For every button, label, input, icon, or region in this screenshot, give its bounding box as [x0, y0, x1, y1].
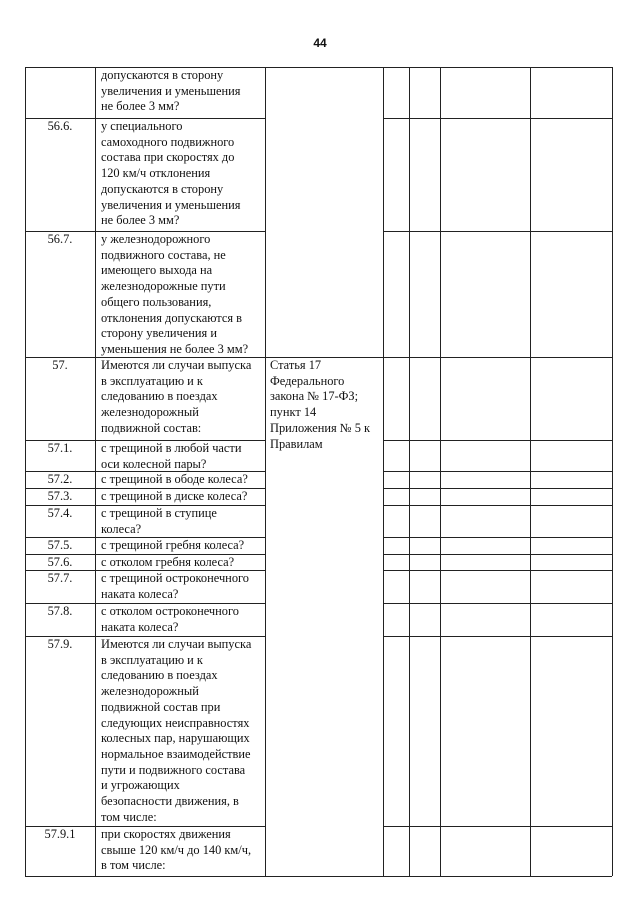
- row-rule: [383, 471, 612, 472]
- row-rule: [383, 636, 612, 637]
- row-rule: [383, 440, 612, 441]
- row-question: с трещиной в диске колеса?: [101, 489, 248, 503]
- row-number: 57.9.: [47, 637, 73, 651]
- row-rule: [383, 488, 612, 489]
- row-question: Имеются ли случаи выпуска в эксплуатацию и к следованию в поездах железнодорожный подвижной состав при следующих неисправностях колесных пар, нарушающих нормальное взаимодействие пути и подвижного состава и угрожающих безопасности движения, в том числе:: [101, 637, 252, 824]
- row-rule: [383, 826, 612, 827]
- row-number: 57.1.: [47, 441, 73, 455]
- row-question: у железнодорожного подвижного состава, не имеющего выхода на железнодорожные пути общего пользования, отклонения допускаются в сторону увеличения и уменьшения не более 3 мм?: [101, 232, 249, 356]
- row-number: 57.3.: [47, 489, 73, 503]
- row-number: 57.4.: [47, 506, 73, 520]
- row-question: у специального самоходного подвижного состава при скоростях до 120 км/ч отклонения допускаются в сторону увеличения и уменьшения не более 3 мм?: [101, 119, 241, 228]
- row-rule: [383, 554, 612, 555]
- requirement-reference: Статья 17 Федерального закона № 17-ФЗ; пункт 14 Приложения № 5 к Правилам: [270, 358, 371, 451]
- row-number: 56.6.: [47, 119, 73, 133]
- row-rule: [383, 505, 612, 506]
- row-number: 57.7.: [47, 571, 73, 585]
- row-rule: [383, 231, 612, 232]
- row-number: 56.7.: [47, 232, 73, 246]
- row-question: с трещиной в ступице колеса?: [101, 506, 217, 536]
- row-question: с трещиной в любой части оси колесной пары?: [101, 441, 242, 471]
- row-number: 57.2.: [47, 472, 73, 486]
- row-question: допускаются в сторону увеличения и уменьшения не более 3 мм?: [101, 68, 241, 114]
- row-rule: [383, 603, 612, 604]
- row-question: с трещиной остроконечного наката колеса?: [101, 571, 249, 601]
- column-rule: [612, 67, 613, 876]
- row-number: 57.6.: [47, 555, 73, 569]
- row-question: с отколом гребня колеса?: [101, 555, 235, 569]
- row-question: с трещиной в ободе колеса?: [101, 472, 248, 486]
- row-question: при скоростях движения свыше 120 км/ч до 140 км/ч, в том числе:: [101, 827, 252, 873]
- row-rule: [25, 876, 612, 877]
- row-number: 57.8.: [47, 604, 73, 618]
- row-number: 57.: [52, 358, 68, 372]
- row-question: с трещиной гребня колеса?: [101, 538, 245, 552]
- row-rule: [383, 537, 612, 538]
- row-rule: [383, 118, 612, 119]
- row-question: с отколом остроконечного наката колеса?: [101, 604, 239, 634]
- row-number: 57.5.: [47, 538, 73, 552]
- row-question: Имеются ли случаи выпуска в эксплуатацию и к следованию в поездах железнодорожный подвижной состав:: [101, 358, 252, 435]
- row-rule: [383, 357, 612, 358]
- row-number: 57.9.1: [44, 827, 76, 841]
- column-rule: [265, 67, 266, 876]
- page-number: 44: [313, 36, 327, 50]
- row-rule: [383, 570, 612, 571]
